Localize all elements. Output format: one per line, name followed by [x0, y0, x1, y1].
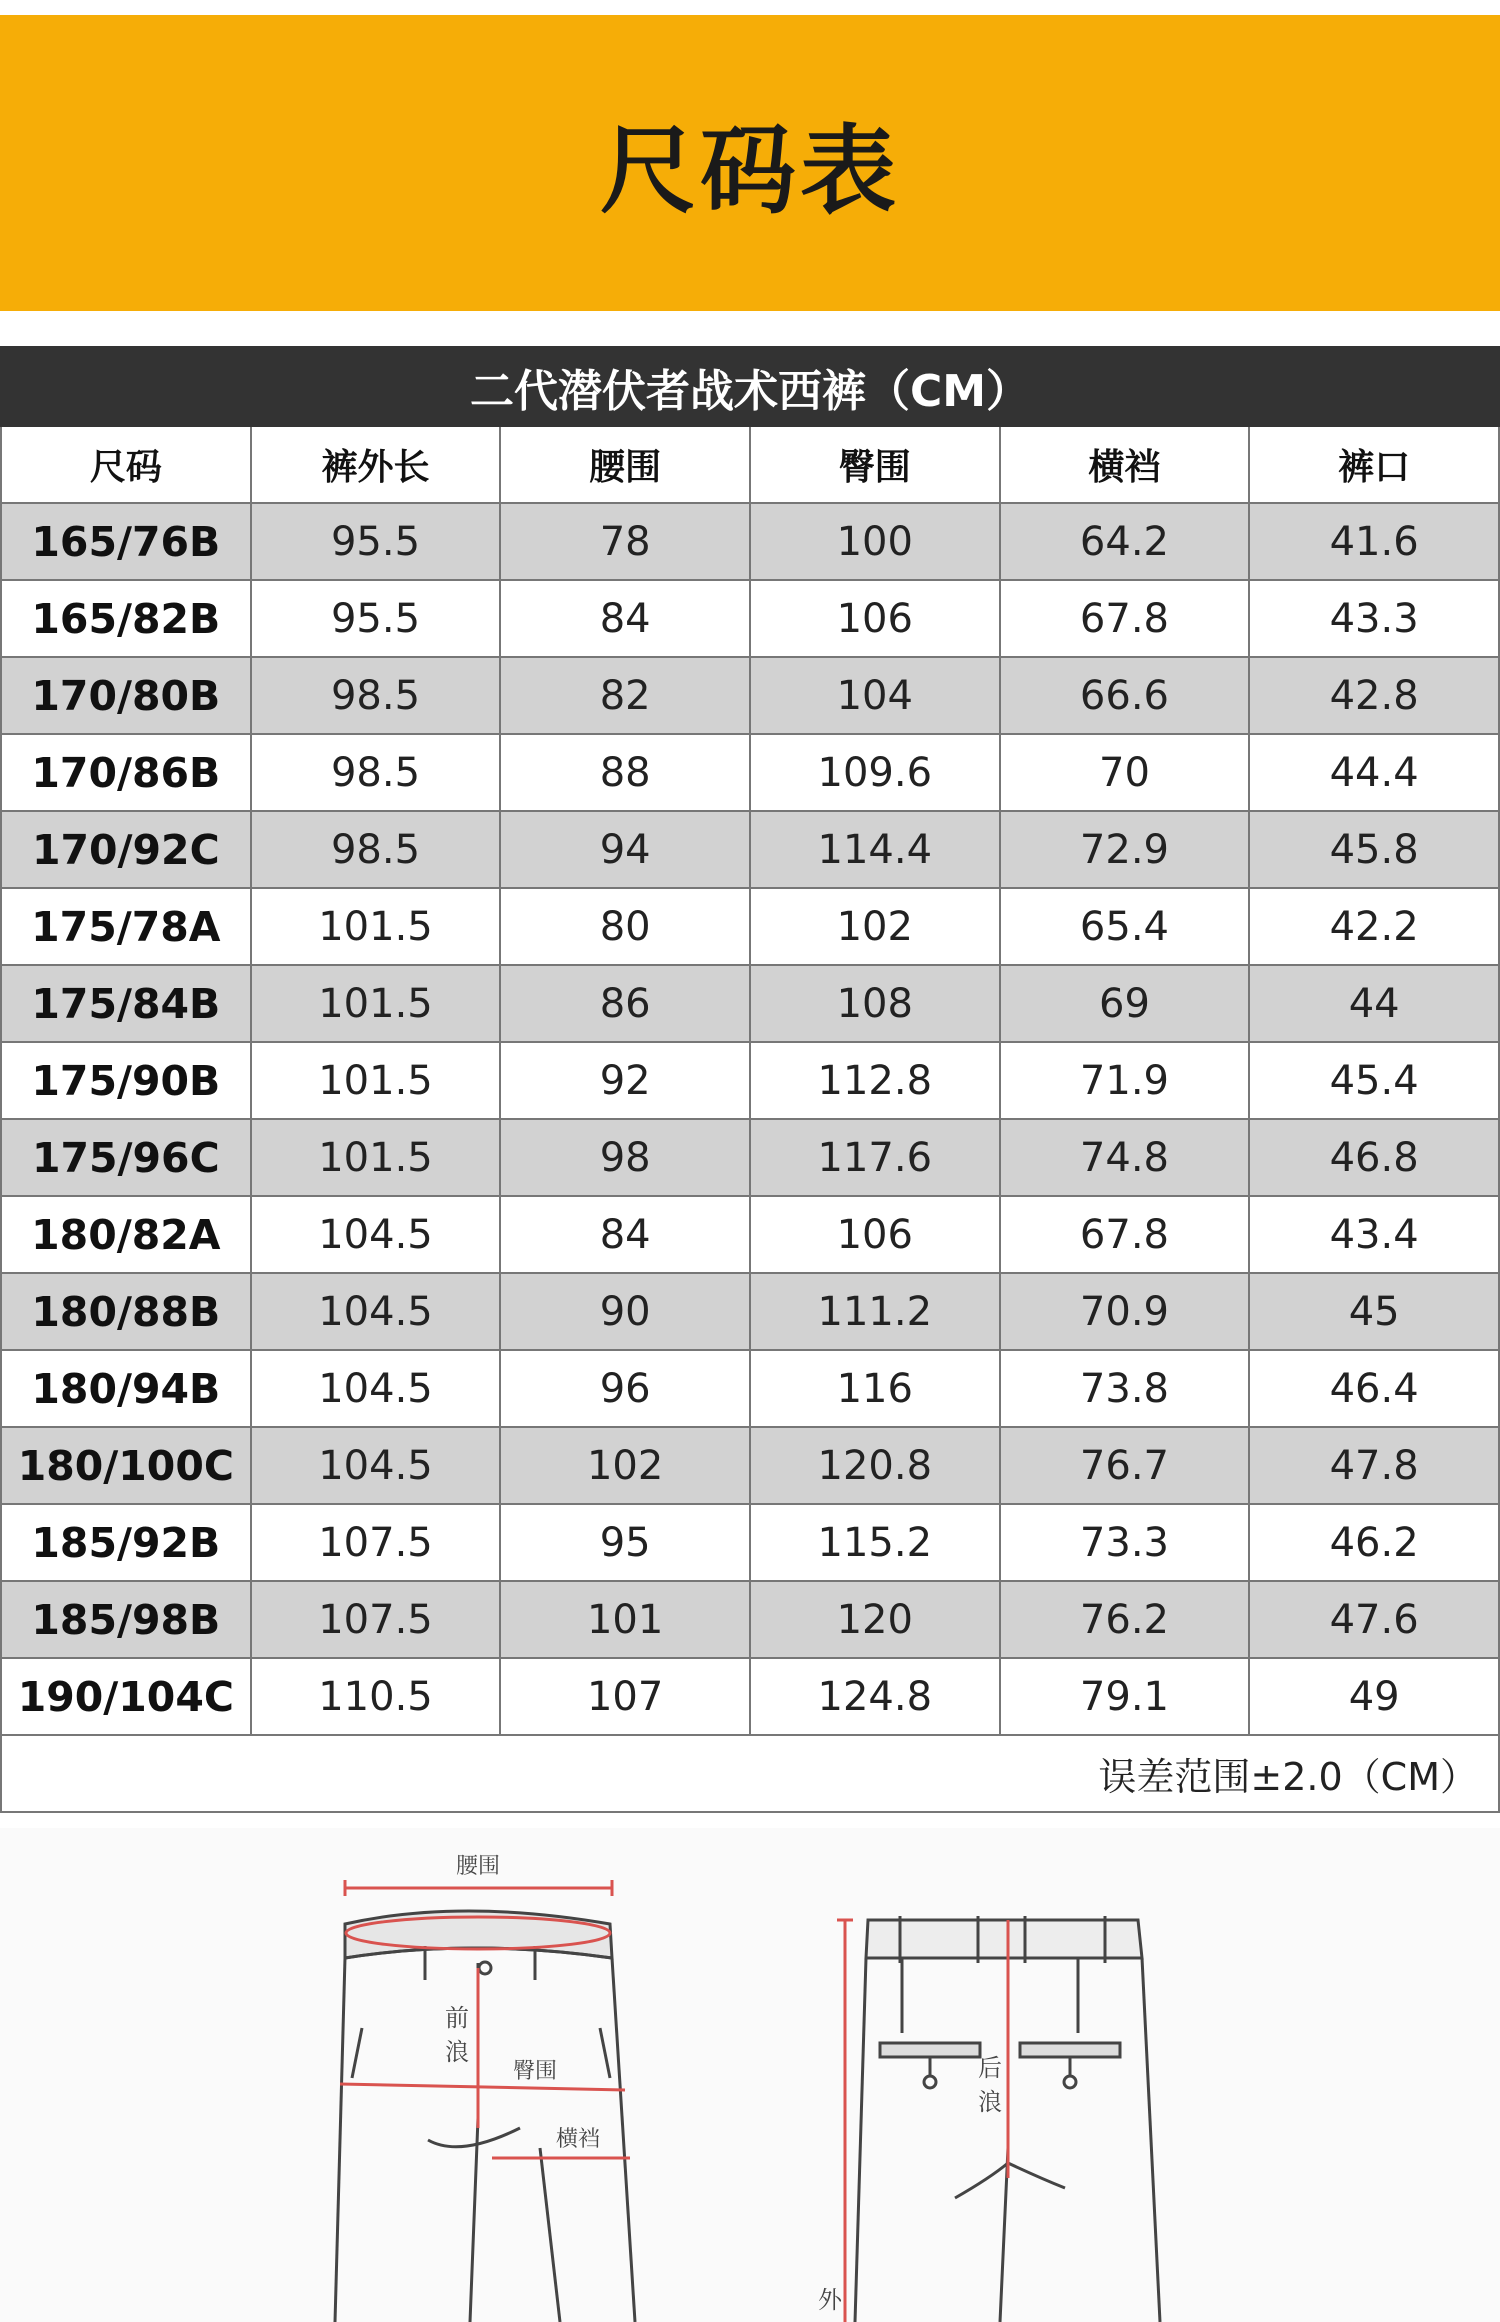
cell-thigh: 71.9: [1000, 1042, 1250, 1119]
col-outseam: 裤外长: [251, 426, 501, 503]
cell-leg-opening: 42.2: [1249, 888, 1499, 965]
cell-outseam: 101.5: [251, 965, 501, 1042]
col-leg-opening: 裤口: [1249, 426, 1499, 503]
cell-outseam: 107.5: [251, 1504, 501, 1581]
table-row: [1, 580, 1499, 657]
cell-waist: 107: [500, 1658, 750, 1735]
cell-hip: 109.6: [750, 734, 1000, 811]
table-row: [1, 965, 1499, 1042]
trousers-diagram: [0, 1828, 1500, 2322]
table-row: [1, 811, 1499, 888]
label-back-rise-2: 浪: [978, 2088, 1002, 2116]
cell-size: 165/76B: [1, 503, 251, 580]
table-row: [1, 503, 1499, 580]
cell-size: 170/80B: [1, 657, 251, 734]
cell-thigh: 72.9: [1000, 811, 1250, 888]
cell-leg-opening: 44.4: [1249, 734, 1499, 811]
cell-waist: 102: [500, 1427, 750, 1504]
cell-outseam: 101.5: [251, 1119, 501, 1196]
cell-size: 185/92B: [1, 1504, 251, 1581]
cell-leg-opening: 46.2: [1249, 1504, 1499, 1581]
cell-thigh: 70: [1000, 734, 1250, 811]
table-caption: 二代潜伏者战术西裤（CM）: [1, 347, 1499, 426]
cell-outseam: 104.5: [251, 1196, 501, 1273]
table-row: [1, 1042, 1499, 1119]
cell-hip: 112.8: [750, 1042, 1000, 1119]
col-hip: 臀围: [750, 426, 1000, 503]
cell-waist: 101: [500, 1581, 750, 1658]
cell-leg-opening: 47.6: [1249, 1581, 1499, 1658]
cell-outseam: 95.5: [251, 503, 501, 580]
table-row: [1, 1658, 1499, 1735]
cell-hip: 117.6: [750, 1119, 1000, 1196]
cell-outseam: 98.5: [251, 657, 501, 734]
cell-hip: 102: [750, 888, 1000, 965]
cell-hip: 104: [750, 657, 1000, 734]
cell-thigh: 65.4: [1000, 888, 1250, 965]
cell-waist: 82: [500, 657, 750, 734]
cell-waist: 95: [500, 1504, 750, 1581]
cell-outseam: 104.5: [251, 1273, 501, 1350]
cell-hip: 115.2: [750, 1504, 1000, 1581]
table-row: [1, 734, 1499, 811]
tolerance-note: 误差范围±2.0（CM）: [1, 1735, 1499, 1812]
cell-leg-opening: 44: [1249, 965, 1499, 1042]
cell-thigh: 73.8: [1000, 1350, 1250, 1427]
label-thigh: 横裆: [555, 2127, 601, 2152]
cell-size: 175/84B: [1, 965, 251, 1042]
cell-outseam: 98.5: [251, 811, 501, 888]
table-header-row: [1, 426, 1499, 503]
cell-leg-opening: 42.8: [1249, 657, 1499, 734]
cell-hip: 106: [750, 580, 1000, 657]
cell-size: 175/90B: [1, 1042, 251, 1119]
cell-hip: 111.2: [750, 1273, 1000, 1350]
cell-thigh: 76.2: [1000, 1581, 1250, 1658]
cell-waist: 94: [500, 811, 750, 888]
cell-waist: 78: [500, 503, 750, 580]
cell-waist: 84: [500, 580, 750, 657]
table-row: [1, 1119, 1499, 1196]
cell-leg-opening: 45: [1249, 1273, 1499, 1350]
label-back-rise-1: 后: [978, 2054, 1002, 2082]
cell-thigh: 76.7: [1000, 1427, 1250, 1504]
cell-hip: 108: [750, 965, 1000, 1042]
cell-leg-opening: 43.4: [1249, 1196, 1499, 1273]
cell-size: 180/88B: [1, 1273, 251, 1350]
table-row: [1, 1581, 1499, 1658]
cell-thigh: 69: [1000, 965, 1250, 1042]
cell-thigh: 67.8: [1000, 1196, 1250, 1273]
table-row: [1, 1273, 1499, 1350]
cell-outseam: 107.5: [251, 1581, 501, 1658]
table-row: [1, 657, 1499, 734]
cell-size: 190/104C: [1, 1658, 251, 1735]
cell-waist: 88: [500, 734, 750, 811]
cell-size: 170/86B: [1, 734, 251, 811]
label-waist: 腰围: [455, 1854, 501, 1879]
label-front-rise-2: 浪: [445, 2038, 469, 2066]
cell-size: 185/98B: [1, 1581, 251, 1658]
cell-outseam: 104.5: [251, 1350, 501, 1427]
cell-hip: 120.8: [750, 1427, 1000, 1504]
cell-size: 165/82B: [1, 580, 251, 657]
cell-leg-opening: 46.4: [1249, 1350, 1499, 1427]
cell-hip: 114.4: [750, 811, 1000, 888]
cell-hip: 116: [750, 1350, 1000, 1427]
cell-outseam: 104.5: [251, 1427, 501, 1504]
cell-outseam: 95.5: [251, 580, 501, 657]
cell-leg-opening: 46.8: [1249, 1119, 1499, 1196]
cell-thigh: 70.9: [1000, 1273, 1250, 1350]
label-front-rise-1: 前: [445, 2004, 469, 2032]
cell-thigh: 67.8: [1000, 580, 1250, 657]
cell-leg-opening: 43.3: [1249, 580, 1499, 657]
cell-waist: 90: [500, 1273, 750, 1350]
cell-leg-opening: 45.4: [1249, 1042, 1499, 1119]
cell-size: 180/82A: [1, 1196, 251, 1273]
cell-leg-opening: 49: [1249, 1658, 1499, 1735]
table-row: [1, 1427, 1499, 1504]
table-row: [1, 1504, 1499, 1581]
cell-outseam: 98.5: [251, 734, 501, 811]
cell-waist: 98: [500, 1119, 750, 1196]
cell-size: 180/94B: [1, 1350, 251, 1427]
cell-hip: 100: [750, 503, 1000, 580]
cell-hip: 106: [750, 1196, 1000, 1273]
col-size: 尺码: [1, 426, 251, 503]
cell-waist: 80: [500, 888, 750, 965]
col-thigh: 横裆: [1000, 426, 1250, 503]
cell-size: 170/92C: [1, 811, 251, 888]
cell-thigh: 79.1: [1000, 1658, 1250, 1735]
cell-hip: 124.8: [750, 1658, 1000, 1735]
cell-thigh: 66.6: [1000, 657, 1250, 734]
label-hip: 臀围: [512, 2059, 558, 2084]
cell-thigh: 74.8: [1000, 1119, 1250, 1196]
page-title: 尺码表: [600, 114, 900, 227]
cell-waist: 96: [500, 1350, 750, 1427]
cell-leg-opening: 47.8: [1249, 1427, 1499, 1504]
cell-leg-opening: 41.6: [1249, 503, 1499, 580]
cell-size: 180/100C: [1, 1427, 251, 1504]
cell-size: 175/96C: [1, 1119, 251, 1196]
cell-hip: 120: [750, 1581, 1000, 1658]
cell-leg-opening: 45.8: [1249, 811, 1499, 888]
table-row: [1, 1350, 1499, 1427]
cell-size: 175/78A: [1, 888, 251, 965]
title-banner: [0, 15, 1500, 311]
table-row: [1, 888, 1499, 965]
col-waist: 腰围: [500, 426, 750, 503]
cell-outseam: 101.5: [251, 888, 501, 965]
size-table: [0, 346, 1500, 1813]
label-outseam: 外: [818, 2286, 842, 2314]
cell-waist: 86: [500, 965, 750, 1042]
cell-outseam: 101.5: [251, 1042, 501, 1119]
cell-waist: 92: [500, 1042, 750, 1119]
cell-outseam: 110.5: [251, 1658, 501, 1735]
cell-thigh: 64.2: [1000, 503, 1250, 580]
cell-waist: 84: [500, 1196, 750, 1273]
cell-thigh: 73.3: [1000, 1504, 1250, 1581]
table-row: [1, 1196, 1499, 1273]
